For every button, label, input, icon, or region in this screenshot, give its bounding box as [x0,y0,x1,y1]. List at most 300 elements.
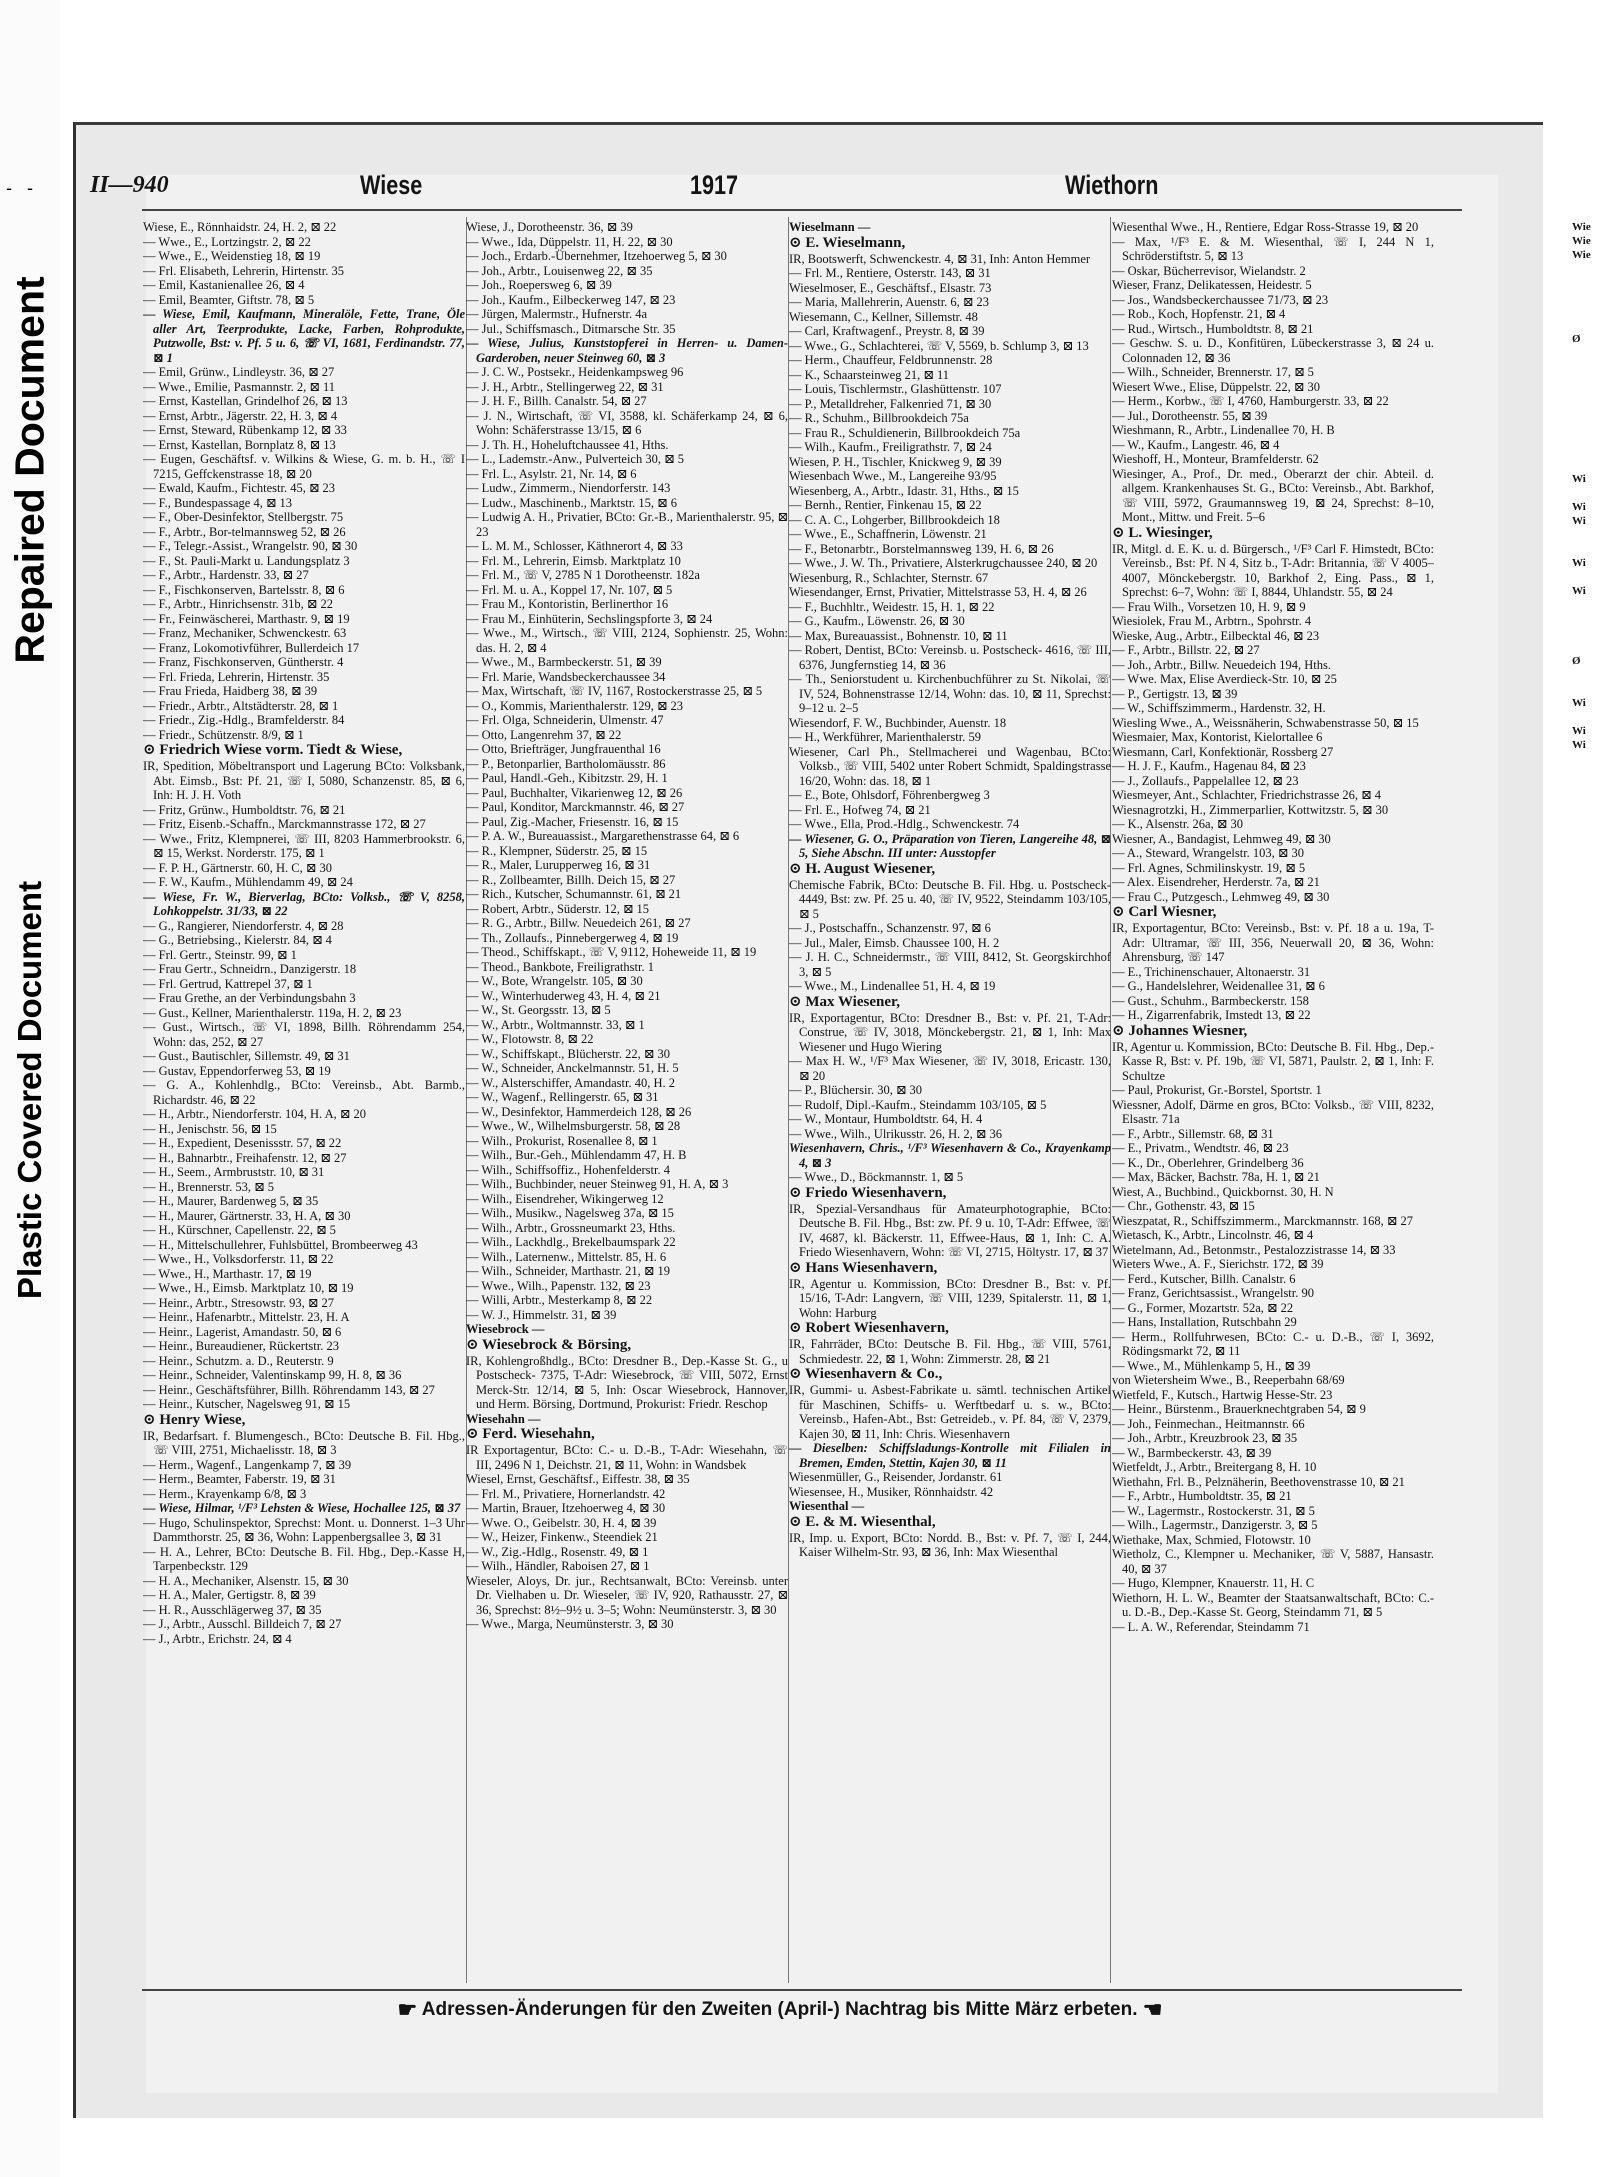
directory-entry: — Wwe., H., Volksdorferstr. 11, ⊠ 22 [143,1252,334,1266]
directory-entry: — Gust., Bautischler, Sillemstr. 49, ⊠ 31 [143,1049,350,1063]
directory-entry: — Frau Wilh., Vorsetzen 10, H. 9, ⊠ 9 [1112,599,1306,614]
directory-entry: — R. G., Arbtr., Billw. Neuedeich 261, ⊠ 27 [466,916,691,930]
directory-entry: — Hans, Installation, Rutschbahn 29 [1112,1315,1297,1329]
directory-entry: — Herm., Rollfuhrwesen, BCto: C.- u. D.-B., ☏ I, 3692, Rödingsmarkt 72, ⊠ 11 [1112,1329,1434,1358]
directory-entry: — Wiese, Hilmar, ¹/F³ Lehsten & Wiese, Hochallee 125, ⊠ 37 [143,1501,461,1515]
directory-entry: ⊙ Friedo Wiesenhavern, [789,1184,947,1201]
directory-entry: — Rud., Wirtsch., Humboldtstr. 8, ⊠ 21 [1112,321,1314,336]
directory-entry: — C. A. C., Lohgerber, Billbrookdeich 18 [789,512,1000,527]
adjacent-page-fragment [1572,444,1598,458]
directory-entry: Wietfeld, F., Kutsch., Hartwig Hesse-Str. 23 [1112,1387,1333,1402]
directory-entry: ⊙ H. August Wiesener, [789,860,936,877]
directory-entry: — Franz, Mechaniker, Schwenckestr. 63 [143,626,347,640]
directory-entry: Wiesebrock — [466,1322,545,1336]
sidebar-ticks: - - [6,178,38,198]
directory-entry: — W., Heizer, Finkenw., Steendiek 21 [466,1530,658,1544]
directory-entry: — K., Dr., Oberlehrer, Grindelberg 36 [1112,1155,1304,1170]
directory-entry: — H., Maurer, Bardenweg 5, ⊠ 35 [143,1194,319,1208]
directory-entry: — Heinr., Kutscher, Nagelsweg 91, ⊠ 15 [143,1397,351,1411]
directory-entry: — Joh., Arbtr., Billw. Neuedeich 194, Hths. [1112,657,1331,672]
directory-entry: Wiesner, A., Bandagist, Lehmweg 49, ⊠ 30 [1112,831,1331,846]
directory-column-1 [143,220,465,1986]
directory-entry: — Wwe., Marga, Neumünsterstr. 3, ⊠ 30 [466,1617,674,1631]
directory-entry: — Jürgen, Malermstr., Hufnerstr. 4a [466,307,647,321]
directory-column-2 [466,220,788,1986]
directory-entry: — Robert, Dentist, BCto: Vereinsb. u. Postscheck- 4616, ☏ III, 6376, Jungfernstieg 14, ⊠ 36 [789,643,1111,672]
directory-entry: — J. C. W., Postsekr., Heidenkampsweg 96 [466,365,684,379]
directory-entry: von Wietersheim Wwe., B., Reeperbahn 68/69 [1112,1373,1345,1387]
directory-entry: — F., Arbtr., Billstr. 22, ⊠ 27 [1112,643,1260,657]
directory-entry: — Frl. Agnes, Schmilinskystr. 19, ⊠ 5 [1112,860,1306,875]
directory-entry: — Chr., Gothenstr. 43, ⊠ 15 [1112,1199,1255,1213]
page-folio: II—940 [90,172,169,198]
adjacent-page-fragment: Wie [1572,221,1591,233]
directory-entry: — E., Privatm., Wendtstr. 46, ⊠ 23 [1112,1141,1289,1155]
directory-entry: Wiesenburg, R., Schlachter, Sternstr. 67 [789,570,989,585]
directory-entry: Wiesenbach Wwe., M., Langereihe 93/95 [789,469,997,483]
directory-entry: Wietasch, K., Arbtr., Lincolnstr. 46, ⊠ 4 [1112,1228,1314,1242]
directory-entry: — Franz, Lokomotivführer, Bullerdeich 17 [143,640,360,655]
directory-column-4 [1112,220,1434,1986]
directory-entry: — Otto, Langenrehm 37, ⊠ 22 [466,727,622,742]
directory-entry: IR Exportagentur, BCto: C.- u. D.-B., T-Adr: Wiesehahn, ☏ III, 2496 N 1, Deichstr. 21, ⊠ 11, Wohn: in Wandsbek [466,1443,788,1472]
adjacent-page-fragment [1572,626,1598,640]
adjacent-page-fragment: Ø [1572,333,1581,345]
directory-entry: — H., Werkführer, Marienthalerstr. 59 [789,730,981,744]
directory-entry: — G., Rangierer, Niendorferstr. 4, ⊠ 28 [143,918,344,933]
directory-entry: — Friedr., Zig.-Hdlg., Bramfelderstr. 84 [143,713,345,727]
directory-entry: Wiesen, P. H., Tischler, Knickweg 9, ⊠ 39 [789,454,1002,469]
directory-entry: — Herm., Beamter, Faberstr. 19, ⊠ 31 [143,1472,336,1486]
directory-entry: — Wilh., Musikw., Nagelsweg 37a, ⊠ 15 [466,1206,674,1220]
directory-entry: IR, Agentur u. Kommission, BCto: Dresdner B., Bst: v. Pf. 15/16, T-Adr: Langvern, ☏ VIII, 1239, Spitalerstr. 11, ⊠ 1, Wohn: Harburg [789,1276,1111,1320]
adjacent-page-fragment [1572,318,1598,332]
directory-entry: — W., Bote, Wrangelstr. 105, ⊠ 30 [466,974,643,988]
directory-entry: — Paul, Zig.-Macher, Friesenstr. 16, ⊠ 15 [466,814,679,829]
directory-entry: — Joh., Feinmechan., Heitmannstr. 66 [1112,1416,1305,1431]
directory-entry: — J. Th. H., Hoheluftchaussee 41, Hths. [466,437,669,452]
directory-entry: — Alex. Eisendreher, Herderstr. 7a, ⊠ 21 [1112,875,1320,889]
directory-entry: — Max, Wirtschaft, ☏ IV, 1167, Rostockerstrasse 25, ⊠ 5 [466,684,763,698]
adjacent-page-fragment [1572,416,1598,430]
adjacent-page-fragment [1572,360,1598,374]
directory-entry: Wieselmann — [789,220,871,234]
directory-entry: Wiesenberg, A., Arbtr., Idastr. 31, Hths., ⊠ 15 [789,483,1019,498]
directory-entry: — Franz, Fischkonserven, Güntherstr. 4 [143,655,344,669]
directory-entry: Wieshmann, R., Arbtr., Lindenallee 70, H. B [1112,423,1335,437]
directory-entry: IR, Exportagentur, BCto: Vereinsb., Bst: v. Pf. 18 a u. 19a, T-Adr: Ultramar, ☏ III, 356, Neuerwall 20, ⊠ 36, Wohn: Ahrensburg, ☏ 147 [1112,921,1434,964]
adjacent-page-fragment [1572,570,1598,584]
directory-entry: Wiethorn, H. L. W., Beamter der Staatsanwaltschaft, BCto: C.- u. D.-B., Dep.-Kasse St. Georg, Steindamm 71, ⊠ 5 [1112,1590,1434,1619]
adjacent-page-edge [1572,220,1598,1220]
directory-entry: — Wilh., Buchbinder, neuer Steinweg 91, H. A, ⊠ 3 [466,1177,729,1191]
directory-entry: — J. H. F., Billh. Canalstr. 54, ⊠ 27 [466,394,647,408]
plastic-covered-document-label: Plastic Covered Document [11,880,48,1300]
directory-entry: — Heinr., Hafenarbtr., Mittelstr. 23, H. A [143,1310,350,1324]
directory-entry: — Gust., Schuhm., Barmbeckerstr. 158 [1112,993,1309,1008]
directory-entry: — Wwe., Fritz, Klempnerei, ☏ III, 8203 Hammerbrookstr. 6, ⊠ 15, Werkst. Norderstr. 175, ⊠ 1 [143,831,465,860]
directory-entry: — Wilh., Eisendreher, Wikingerweg 12 [466,1191,664,1206]
directory-entry: Wiesiolek, Frau M., Arbtrn., Spohrstr. 4 [1112,614,1312,628]
directory-entry: — F., Arbtr., Bor-telmannsweg 52, ⊠ 26 [143,524,346,539]
directory-entry: ⊙ Ferd. Wiesehahn, [466,1426,595,1442]
directory-entry: — F., Arbtr., Humboldtstr. 35, ⊠ 21 [1112,1489,1292,1503]
directory-entry: — K., Schaarsteinweg 21, ⊠ 11 [789,367,949,382]
repaired-document-label: Repaired Document [6,276,53,664]
header-rule [142,209,1462,211]
adjacent-page-fragment: Wi [1572,501,1586,513]
directory-entry: — E., Trichinenschauer, Altonaerstr. 31 [1112,964,1311,979]
directory-entry: — Theod., Bankbote, Freiligrathstr. 1 [466,959,654,974]
directory-entry: — Wilh., Lackhdlg., Brekelbaumspark 22 [466,1235,676,1249]
directory-entry: ⊙ Wiesenhavern & Co., [789,1366,943,1382]
directory-entry: — P., Gertigstr. 13, ⊠ 39 [1112,686,1238,701]
directory-entry: IR, Gummi- u. Asbest-Fabrikate u. sämtl. technischen Artikel für Maschinen, Schiffs- u. Werftbedarf u. s. w., BCto: Vereinsb., Hafen-Abt., Bst: Getreideb., v. Pf. 84, ☏ V, 2379, Kajen 30, ⊠ 11, Inh: Chris. Wiesenhavern [789,1383,1111,1441]
directory-entry: Wiesenmüller, G., Reisender, Jordanstr. 61 [789,1470,1003,1484]
directory-entry: Wiesmann, Carl, Konfektionär, Rossberg 27 [1112,744,1334,759]
directory-entry: — O., Kommis, Marienthalerstr. 129, ⊠ 23 [466,698,684,713]
adjacent-page-fragment: Wi [1572,725,1586,737]
directory-entry: — H. A., Lehrer, BCto: Deutsche B. Fil. Hbg., Dep.-Kasse H, Tarpenbeckstr. 129 [143,1544,465,1573]
directory-entry: — Jul., Schiffsmasch., Ditmarsche Str. 35 [466,321,676,336]
directory-entry: Wietelmann, Ad., Betonmstr., Pestalozzistrasse 14, ⊠ 33 [1112,1242,1396,1257]
directory-entry: — Wilh., Schiffsoffiz., Hohenfelderstr. 4 [466,1162,670,1177]
directory-entry: — J., Arbtr., Erichstr. 24, ⊠ 4 [143,1631,292,1646]
adjacent-page-fragment [1572,486,1598,500]
directory-entry: — Heinr., Arbtr., Stresowstr. 93, ⊠ 27 [143,1295,335,1310]
directory-entry: — W., Montaur, Humboldtstr. 64, H. 4 [789,1112,983,1126]
page-header [90,170,1202,206]
directory-entry: — Wwe., G., Schlachterei, ☏ V, 5569, b. Schlump 3, ⊠ 13 [789,338,1089,353]
directory-entry: — Frl. Olga, Schneiderin, Ulmenstr. 47 [466,713,664,727]
directory-entry: — W., St. Georgsstr. 13, ⊠ 5 [466,1003,611,1017]
directory-entry: — Friedr., Schützenstr. 8/9, ⊠ 1 [143,727,304,742]
directory-entry: — Ernst, Kastellan, Bornplatz 8, ⊠ 13 [143,437,336,452]
directory-entry: — Wwe., H., Marthastr. 17, ⊠ 19 [143,1266,312,1281]
directory-entry: — W., Alsterschiffer, Amandastr. 40, H. 2 [466,1075,675,1090]
directory-entry: IR, Fahrräder, BCto: Deutsche B. Fil. Hbg., ☏ VIII, 5761, Schmiedestr. 22, ⊠ 1, Wohn: Zimmerstr. 28, ⊠ 21 [789,1337,1111,1366]
directory-entry: — W., Winterhuderweg 43, H. 4, ⊠ 21 [466,988,661,1003]
directory-entry: — G., Betriebsing., Kielerstr. 84, ⊠ 4 [143,933,332,947]
directory-entry: — Frl. Frieda, Lehrerin, Hirtenstr. 35 [143,669,330,684]
directory-entry: — Heinr., Lagerist, Amandastr. 50, ⊠ 6 [143,1324,342,1339]
directory-entry: — Wilh., Laternenw., Mittelstr. 85, H. 6 [466,1249,667,1264]
directory-entry: — Wilh., Arbtr., Grossneumarkt 23, Hths. [466,1220,676,1235]
directory-entry: — Dieselben: Schiffsladungs-Kontrolle mit Filialen in Bremen, Emden, Stettin, Kajen 30, ⊠ 11 [789,1441,1111,1470]
directory-entry: — Wwe., D., Böckmannstr. 1, ⊠ 5 [789,1170,964,1184]
adjacent-page-fragment: Wi [1572,697,1586,709]
directory-entry: — H., Seem., Armbruststr. 10, ⊠ 31 [143,1165,325,1179]
directory-entry: — Heinr., Schneider, Valentinskamp 99, H. 8, ⊠ 36 [143,1368,402,1382]
directory-entry: — F. P. H., Gärtnerstr. 60, H. C, ⊠ 30 [143,860,332,875]
directory-entry: ⊙ Carl Wiesner, [1112,904,1217,920]
directory-entry: — Geschw. S. u. D., Konfitüren, Lübeckerstrasse 3, ⊠ 24 u. Colonnaden 12, ⊠ 36 [1112,336,1434,365]
directory-entry: — Wwe., Wilh., Ulrikusstr. 26, H. 2, ⊠ 36 [789,1126,1002,1141]
directory-entry: — F., Arbtr., Hinrichsenstr. 31b, ⊠ 22 [143,597,334,611]
directory-entry: — H., Brennerstr. 53, ⊠ 5 [143,1179,274,1194]
directory-entry: — L. M. M., Schlosser, Käthnerort 4, ⊠ 33 [466,539,683,553]
pointing-hand-left-icon: ☛ [397,1997,418,2022]
directory-entry: ⊙ E. & M. Wiesenthal, [789,1513,936,1530]
directory-entry: — Paul, Buchhalter, Vikarienweg 12, ⊠ 26 [466,785,683,800]
directory-entry: — Heinr., Bürstenm., Brauerknechtgraben 54, ⊠ 9 [1112,1402,1366,1416]
directory-entry: — P., Blüchersir. 30, ⊠ 30 [789,1083,923,1097]
pointing-hand-right-icon: ☚ [1142,1997,1163,2022]
directory-entry: — Eugen, Geschäftsf. v. Wilkins & Wiese, G. m. b. H., ☏ I 7215, Geffckenstrasse 18, ⊠ 20 [143,452,465,481]
directory-entry: — W., Wagenf., Rellingerstr. 65, ⊠ 31 [466,1090,659,1104]
directory-entry: Wiesehahn — [466,1411,541,1426]
directory-entry: Wiesling Wwe., A., Weissnäherin, Schwabenstrasse 50, ⊠ 15 [1112,715,1419,730]
directory-entry: — Wiese, Julius, Kunststopferei in Herren- u. Damen-Garderoben, neuer Steinweg 60, ⊠ 3 [466,336,788,365]
adjacent-page-fragment: Wi [1572,739,1586,751]
adjacent-page-fragment [1572,682,1598,696]
directory-entry: — Gust., Wirtsch., ☏ VI, 1898, Billh. Röhrendamm 254, Wohn: das, 252, ⊠ 27 [143,1020,465,1049]
adjacent-page-fragment [1572,542,1598,556]
directory-entry: — Willi, Arbtr., Mesterkamp 8, ⊠ 22 [466,1293,653,1307]
directory-entry: — Theod., Schiffskapt., ☏ V, 9112, Hoheweide 11, ⊠ 19 [466,945,757,959]
directory-entry: — Wiese, Fr. W., Bierverlag, BCto: Volksb., ☏ V, 8258, Lohkoppelstr. 31/33, ⊠ 22 [143,889,465,918]
directory-entry: — Wwe., Wilh., Papenstr. 132, ⊠ 23 [466,1278,651,1293]
directory-entry: — Rob., Koch, Hopfenstr. 21, ⊠ 4 [1112,307,1286,321]
directory-entry: Wiesel, Ernst, Geschäftsf., Eiffestr. 38, ⊠ 35 [466,1472,690,1486]
directory-entry: — Wwe. O., Geibelstr. 30, H. 4, ⊠ 39 [466,1515,657,1530]
adjacent-page-fragment: Wie [1572,235,1591,247]
directory-entry: — W., Arbtr., Woltmannstr. 33, ⊠ 1 [466,1017,645,1032]
directory-entry: Wieske, Aug., Arbtr., Eilbecktal 46, ⊠ 23 [1112,628,1320,643]
footer-rule [142,1989,1462,1991]
directory-entry: — Ludw., Maschinenb., Marktstr. 15, ⊠ 6 [466,495,678,510]
directory-entry: ⊙ Wiesebrock & Börsing, [466,1336,632,1353]
directory-entry: — Frl. M., ☏ V, 2785 N 1 Dorotheenstr. 182a [466,568,700,582]
directory-entry: ⊙ Henry Wiese, [143,1411,246,1428]
directory-entry: — E., Bote, Ohlsdorf, Föhrenbergweg 3 [789,788,990,802]
directory-entry: — W. J., Himmelstr. 31, ⊠ 39 [466,1307,617,1322]
directory-entry: Wiesenthal Wwe., H., Rentiere, Edgar Ross-Strasse 19, ⊠ 20 [1112,220,1419,234]
directory-entry: — Maria, Mallehrerin, Auenstr. 6, ⊠ 23 [789,295,990,309]
directory-entry: — L., Lademstr.-Anw., Pulverteich 30, ⊠ 5 [466,452,684,466]
directory-entry: — Ewald, Kaufm., Fichtestr. 45, ⊠ 23 [143,481,336,495]
directory-entry: — W., Barmbeckerstr. 43, ⊠ 39 [1112,1445,1272,1460]
directory-entry: — W., Schiffszimmerm., Hardenstr. 32, H. [1112,701,1326,715]
directory-entry: — Frau R., Schuldienerin, Billbrookdeich 75a [789,425,1021,440]
directory-entry: — Rich., Kutscher, Schumannstr. 61, ⊠ 21 [466,887,682,901]
directory-entry: Wietfeldt, J., Arbtr., Breitergang 8, H. 10 [1112,1460,1317,1474]
directory-entry: — Herm., Chauffeur, Feldbrunnenstr. 28 [789,353,993,367]
directory-entry: Chemische Fabrik, BCto: Deutsche B. Fil. Hbg. u. Postscheck- 4449, Bst: zw. Pf. 25 u. 40, ☏ IV, 9522, Steindamm 103/105, ⊠ 5 [789,877,1111,921]
adjacent-page-fragment [1572,402,1598,416]
directory-entry: IR, Agentur u. Kommission, BCto: Deutsche B. Fil. Hbg., Dep.-Kasse R, Bst: v. Pf. 19b, ☏ VI, 5871, Paulstr. 2, ⊠ 1, Inh: F. Schultze [1112,1039,1434,1083]
directory-entry: IR, Mitgl. d. E. K. u. d. Bürgersch., ¹/F³ Carl F. Himstedt, BCto: Vereinsb., Bst: Pf. N 4, Sitz b., T-Adr: Britannia, ☏ V 4005–4007, Mönckebergstr. 10, Barkhof 2, Eing. Pass., ⊠ 1, Sprechst: 6–7, Wohn: ☏ I, 8844, Uhlandstr. 55, ⊠ 24 [1112,541,1434,599]
directory-entry: — H., Jenischstr. 56, ⊠ 15 [143,1121,277,1136]
adjacent-page-fragment: Wi [1572,557,1586,569]
directory-entry: — F., Fischkonserven, Bartelsstr. 8, ⊠ 6 [143,582,345,597]
directory-entry: — Ludw., Zimmerm., Niendorferstr. 143 [466,481,671,495]
directory-entry: — J., Postschaffn., Schanzenstr. 97, ⊠ 6 [789,921,991,935]
directory-entry: Wieselmoser, E., Geschäftsf., Elsastr. 73 [789,280,992,295]
directory-entry: — Frl. Gertr., Steinstr. 99, ⊠ 1 [143,947,297,962]
directory-entry: — Gust., Kellner, Marienthalerstr. 119a, H. 2, ⊠ 23 [143,1005,402,1020]
directory-entry: — Robert, Arbtr., Süderstr. 12, ⊠ 15 [466,901,650,916]
directory-entry: — Frl. M. u. A., Koppel 17, Nr. 107, ⊠ 5 [466,582,673,597]
directory-entry: — Fritz, Grünw., Humboldtstr. 76, ⊠ 21 [143,802,346,817]
directory-entry: — H., Zigarrenfabrik, Imstedt 13, ⊠ 22 [1112,1008,1311,1022]
directory-entry: — Frau M., Einhüterin, Sechslingspforte 3, ⊠ 24 [466,611,713,626]
directory-entry: — Joh., Roepersweg 6, ⊠ 39 [466,278,612,292]
directory-entry: Wiesenhavern, Chris., ¹/F³ Wiesenhavern & Co., Krayenkamp 4, ⊠ 3 [789,1141,1111,1170]
directory-entry: — Wwe., E., Weidenstieg 18, ⊠ 19 [143,249,321,263]
adjacent-page-fragment: Wi [1572,585,1586,597]
directory-entry: — Paul, Konditor, Marckmannstr. 46, ⊠ 27 [466,800,685,814]
directory-entry: — W., Kaufm., Langestr. 46, ⊠ 4 [1112,437,1280,452]
adjacent-page-fragment [1572,612,1598,626]
directory-entry: — Wilh., Kaufm., Freiligrathstr. 7, ⊠ 24 [789,440,992,454]
directory-entry: — Wilh., Bur.-Geh., Mühlendamm 47, H. B [466,1148,687,1162]
directory-entry: — R., Zollbeamter, Billh. Deich 15, ⊠ 27 [466,872,676,887]
directory-entry: IR, Imp. u. Export, BCto: Nordd. B., Bst: v. Pf. 7, ☏ I, 244, Kaiser Wilhelm-Str. 93, ⊠ 36, Inh: Max Wiesenthal [789,1530,1111,1559]
adjacent-page-fragment [1572,374,1598,388]
directory-entry: — Joh., Arbtr., Louisenweg 22, ⊠ 35 [466,263,653,278]
directory-entry: Wiese, E., Rönnhaidstr. 24, H. 2, ⊠ 22 [143,220,337,234]
directory-entry: Wiesendanger, Ernst, Privatier, Mittelstrasse 53, H. 4, ⊠ 26 [789,585,1087,599]
directory-entry: — Ernst, Kastellan, Grindelhof 26, ⊠ 13 [143,394,348,408]
adjacent-page-fragment [1572,668,1598,682]
page-footer-notice [290,1997,1270,2023]
directory-entry: — Max, Bäcker, Bachstr. 78a, H. 1, ⊠ 21 [1112,1170,1320,1184]
directory-entry: ⊙ E. Wieselmann, [789,234,906,251]
directory-entry: — Frau Frieda, Haidberg 38, ⊠ 39 [143,684,318,698]
directory-entry: — Emil, Kastanienallee 26, ⊠ 4 [143,278,305,292]
directory-entry: — F., Buchhltr., Weidestr. 15, H. 1, ⊠ 22 [789,599,995,614]
directory-entry: — Jul., Maler, Eimsb. Chaussee 100, H. 2 [789,935,1000,950]
directory-entry: — Wwe., J. W. Th., Privatiere, Alsterkrugchaussee 240, ⊠ 20 [789,556,1098,570]
directory-entry: Wiesemann, C., Kellner, Sillemstr. 48 [789,309,978,324]
directory-entry: — Wwe., M., Wirtsch., ☏ VIII, 2124, Sophienstr. 25, Wohn: das. H. 2, ⊠ 4 [466,626,788,655]
directory-entry: — Wilh., Händler, Raboisen 27, ⊠ 1 [466,1559,650,1573]
directory-entry: — Carl, Kraftwagenf., Preystr. 8, ⊠ 39 [789,324,985,338]
directory-entry: — Frau C., Putzgesch., Lehmweg 49, ⊠ 30 [1112,889,1330,904]
directory-entry: — Wwe., M., Barmbeckerstr. 51, ⊠ 39 [466,655,662,669]
adjacent-page-fragment: Wi [1572,473,1586,485]
directory-entry: — Otto, Briefträger, Jungfrauenthal 16 [466,742,661,756]
directory-entry: — Wwe., Emilie, Pasmannstr. 2, ⊠ 11 [143,379,336,394]
adjacent-page-fragment [1572,262,1598,276]
directory-entry: — H., Arbtr., Niendorferstr. 104, H. A, ⊠ 20 [143,1107,366,1121]
directory-entry: — F., Betonarbtr., Borstelmannsweg 139, H. 6, ⊠ 26 [789,541,1054,556]
directory-entry: ⊙ Robert Wiesenhavern, [789,1320,949,1336]
adjacent-page-fragment: Wi [1572,515,1586,527]
directory-entry: — Max, ¹/F³ E. & M. Wiesenthal, ☏ I, 244 N 1, Schröderstiftstr. 5, ⊠ 13 [1112,234,1434,263]
directory-entry: Wiesinger, A., Prof., Dr. med., Oberarzt der chir. Abteil. d. allgem. Krankenhauses St. G., BCto: Vereinsb., Abt. Barkhof, ☏ VIII, 5972, Graumannsweg 19, ⊠ 24, Sprechst: 8–10, Mont., Mittw. und Freit. 5–6 [1112,466,1434,524]
directory-entry: — Herm., Wagenf., Langenkamp 7, ⊠ 39 [143,1457,352,1472]
directory-entry: Wietholz, C., Klempner u. Mechaniker, ☏ V, 5887, Hansastr. 40, ⊠ 37 [1112,1547,1434,1576]
directory-entry: — Wwe., E., Lortzingstr. 2, ⊠ 22 [143,234,311,249]
directory-entry: — Fritz, Eisenb.-Schaffn., Marckmannstrasse 172, ⊠ 27 [143,817,426,831]
directory-entry: Wiesert Wwe., Elise, Düppelstr. 22, ⊠ 30 [1112,379,1320,394]
directory-entry: Wiesener, Carl Ph., Stellmacherei und Wagenbau, BCto: Volksb., ☏ VIII, 5402 unter Robert Schmidt, Spaldingstrasse 16/20, Wohn: das. 18, ⊠ 1 [789,744,1111,788]
directory-entry: — A., Steward, Wrangelstr. 103, ⊠ 30 [1112,846,1305,860]
directory-entry: — G. A., Kohlenhdlg., BCto: Vereinsb., Abt. Barmb., Richardstr. 46, ⊠ 22 [143,1078,465,1107]
directory-entry: — J. H. C., Schneidermstr., ☏ VIII, 8412, St. Georgskirchhof 3, ⊠ 5 [789,950,1111,979]
directory-entry: — Frau Grethe, an der Verbindungsbahn 3 [143,991,356,1005]
directory-entry: — Louis, Tischlermstr., Glashüttenstr. 107 [789,382,1002,396]
directory-entry: — Oskar, Bücherrevisor, Wielandstr. 2 [1112,263,1306,278]
adjacent-page-fragment [1572,304,1598,318]
directory-entry: — Frl. M., Lehrerin, Eimsb. Marktplatz 10 [466,553,681,568]
directory-entry: — G., Former, Mozartstr. 52a, ⊠ 22 [1112,1300,1294,1315]
directory-entry: Wieser, Franz, Delikatessen, Heidestr. 5 [1112,278,1312,292]
directory-entry: — H. R., Ausschlägerweg 37, ⊠ 35 [143,1602,322,1617]
directory-entry: IR, Kohlengroßhdlg., BCto: Dresdner B., Dep.-Kasse St. G., u Postscheck- 7375, T-Adr: Wiesebrock, ☏ VIII, 5072, Ernst Merck-Str. 12/14, ⊠ 5, Inh: Oscar Wiesebrock, Hannover, und Herm. Börsing, Dortmund, Prokurist: Friedr. Reschop [466,1353,788,1411]
directory-entry: Wiethake, Max, Schmied, Flotowstr. 10 [1112,1532,1311,1547]
directory-entry: — Paul, Prokurist, Gr.-Borstel, Sportstr. 1 [1112,1083,1322,1097]
directory-entry: — H. J. F., Kaufm., Hagenau 84, ⊠ 23 [1112,759,1306,773]
directory-entry: — P., Betonparlier, Bartholomäusstr. 86 [466,756,666,771]
directory-entry: — L. A. W., Referendar, Steindamm 71 [1112,1619,1310,1634]
directory-entry: Wiessner, Adolf, Därme en gros, BCto: Volksb., ☏ VIII, 8232, Elsastr. 71a [1112,1097,1434,1126]
directory-entry: — F., Arbtr., Sillemstr. 68, ⊠ 31 [1112,1126,1274,1141]
directory-entry: — W., Zig.-Hdlg., Rosenstr. 49, ⊠ 1 [466,1544,649,1559]
directory-entry: Wiesendorf, F. W., Buchbinder, Auenstr. 18 [789,715,1007,730]
directory-entry: — Frl. M., Privatiere, Hornerlandstr. 42 [466,1486,666,1501]
directory-entry: — Frl. Gertrud, Kattrepel 37, ⊠ 1 [143,976,313,991]
directory-entry: — Paul, Handl.-Geh., Kibitzstr. 29, H. 1 [466,771,668,785]
directory-entry: — Frl. E., Hofweg 74, ⊠ 21 [789,802,931,817]
directory-entry: — Joh., Kaufm., Eilbeckerweg 147, ⊠ 23 [466,292,676,307]
directory-entry: ⊙ L. Wiesinger, [1112,524,1213,541]
directory-entry: — Herm., Krayenkamp 6/8, ⊠ 3 [143,1486,307,1501]
directory-entry: ⊙ Max Wiesener, [789,993,901,1010]
directory-entry: — Frl. L., Asylstr. 21, Nr. 14, ⊠ 6 [466,466,637,481]
directory-entry: — Herm., Korbw., ☏ I, 4760, Hamburgerstr. 33, ⊠ 22 [1112,394,1389,408]
directory-entry: IR, Bedarfsart. f. Blumengesch., BCto: Deutsche B. Fil. Hbg., ☏ VIII, 2751, Michaelisstr. 18, ⊠ 3 [143,1428,465,1457]
directory-entry: — Emil, Beamter, Giftstr. 78, ⊠ 5 [143,292,315,307]
directory-entry: — F., Bundespassage 4, ⊠ 13 [143,495,293,510]
directory-entry: IR, Exportagentur, BCto: Dresdner B., Bst: v. Pf. 21, T-Adr: Construe, ☏ IV, 3018, Mönckebergstr. 21, ⊠ 1, Inh: Max Wiesener und Hugo Wiering [789,1010,1111,1054]
adjacent-page-fragment [1572,598,1598,612]
directory-entry: — F., Ober-Desinfektor, Stellbergstr. 75 [143,510,344,524]
directory-entry: — F. W., Kaufm., Mühlendamm 49, ⊠ 24 [143,875,353,889]
adjacent-page-fragment [1572,290,1598,304]
directory-entry: — Frl. Elisabeth, Lehrerin, Hirtenstr. 35 [143,263,345,278]
directory-entry: — Ernst, Steward, Rübenkamp 12, ⊠ 33 [143,423,347,437]
directory-entry: ⊙ Friedrich Wiese vorm. Tiedt & Wiese, [143,742,403,758]
directory-entry: — Hugo, Klempner, Knauerstr. 11, H. C [1112,1576,1315,1590]
directory-entry: — Max H. W., ¹/F³ Max Wiesener, ☏ IV, 3018, Ericastr. 130, ⊠ 20 [789,1054,1111,1083]
directory-entry: — J., Arbtr., Ausschl. Billdeich 7, ⊠ 27 [143,1617,342,1631]
directory-entry: — Joch., Erdarb.-Übernehmer, Itzehoerweg 5, ⊠ 30 [466,249,727,263]
adjacent-page-fragment [1572,346,1598,360]
directory-entry: — Jos., Wandsbeckerchaussee 71/73, ⊠ 23 [1112,292,1329,307]
directory-entry: — W., Schiffskapt., Blücherstr. 22, ⊠ 30 [466,1046,670,1061]
directory-entry: IR, Spedition, Möbeltransport und Lagerung BCto: Volksbank, Abt. Eimsb., Bst: Pf. 21, ☏ I, 5080, Schanzenstr. 85, ⊠ 6, Inh: H. J. H. Voth [143,759,465,802]
directory-entry: — Franz, Gerichtsassist., Wrangelstr. 90 [1112,1286,1315,1300]
directory-entry: — Frl. Marie, Wandsbeckerchaussee 34 [466,669,666,684]
directory-entry: — H. A., Maler, Gertigstr. 8, ⊠ 39 [143,1588,316,1602]
directory-entry: — Wwe., Ida, Düppelstr. 11, H. 22, ⊠ 30 [466,234,673,249]
directory-entry: — P. A. W., Bureauassist., Margarethenstrasse 64, ⊠ 6 [466,829,740,843]
directory-entry: — K., Alsenstr. 26a, ⊠ 30 [1112,817,1243,831]
directory-entry: — Frl. M., Rentiere, Osterstr. 143, ⊠ 31 [789,266,991,280]
adjacent-page-fragment [1572,710,1598,724]
adjacent-page-fragment: Ø [1572,655,1581,667]
directory-entry: — Max, Bureauassist., Bohnenstr. 10, ⊠ 11 [789,628,1008,643]
directory-entry: — W., Flotowstr. 8, ⊠ 22 [466,1032,594,1046]
footer-text: Adressen-Änderungen für den Zweiten (April-) Nachtrag bis Mitte März erbeten. [421,1999,1138,2021]
directory-entry: — F., Telegr.-Assist., Wrangelstr. 90, ⊠ 30 [143,539,358,553]
header-right-keyword: Wiethorn [1065,170,1159,200]
directory-entry: — Wilh., Prokurist, Rosenallee 8, ⊠ 1 [466,1133,658,1148]
directory-entry: — Gustav, Eppendorferweg 53, ⊠ 19 [143,1063,331,1078]
